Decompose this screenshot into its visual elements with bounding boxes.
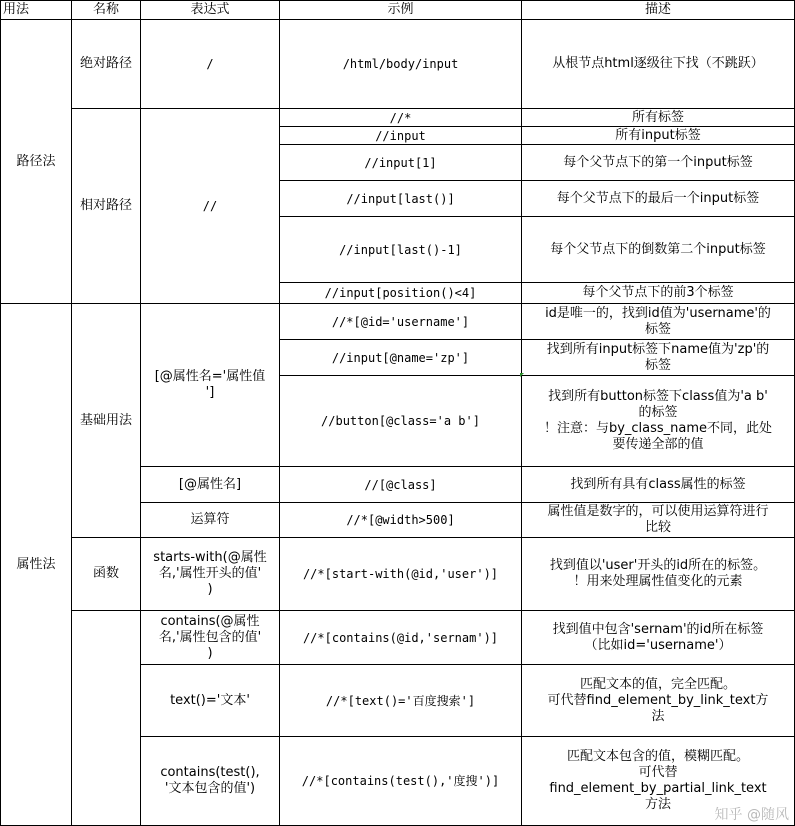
header-expression: 表达式 [140, 0, 280, 20]
watermark: 知乎 @随风 [714, 807, 789, 823]
desc-all-input: 所有input标签 [521, 126, 795, 145]
usage-attribute-method: 属性法 [0, 303, 72, 826]
example-contains-attr: //*[contains(@id,'sernam')] [279, 610, 522, 665]
usage-path-method: 路径法 [0, 19, 72, 304]
example-all-input: //input [279, 126, 522, 145]
desc-id-username: id是唯一的，找到id值为'username'的 标签 [521, 303, 795, 340]
example-class-ab: //button[@class='a b'] [279, 375, 522, 467]
expr-starts-with: starts-with(@属性 名,'属性开头的值' ) [140, 537, 280, 611]
example-first-three: //input[position()<4] [279, 282, 522, 304]
desc-first-three: 每个父节点下的前3个标签 [521, 282, 795, 304]
desc-contains-attr: 找到值中包含'sernam'的id所在标签 （比如id='username'） [521, 610, 795, 665]
expr-absolute: / [140, 19, 280, 109]
name-absolute-path: 绝对路径 [71, 19, 141, 109]
example-starts-with: //*[start-with(@id,'user')] [279, 537, 522, 611]
example-all-tags: //* [279, 108, 522, 127]
expr-contains-attr: contains(@属性 名,'属性包含的值' ) [140, 610, 280, 665]
desc-width-operator: 属性值是数字的，可以使用运算符进行 比较 [521, 502, 795, 538]
example-width-operator: //*[@width>500] [279, 502, 522, 538]
example-text-exact: //*[text()='百度搜索'] [279, 664, 522, 737]
desc-class-ab: 找到所有button标签下class值为'a b' 的标签 ！注意：与by_class_name不同，此处 要传递全部的值 [521, 375, 795, 467]
example-second-last-input: //input[last()-1] [279, 216, 522, 283]
name-function-blank [71, 610, 141, 826]
desc-second-last-input: 每个父节点下的倒数第二个input标签 [521, 216, 795, 283]
desc-starts-with: 找到值以'user'开头的id所在的标签。 ！用来处理属性值变化的元素 [521, 537, 795, 611]
header-example: 示例 [279, 0, 522, 20]
name-function: 函数 [71, 537, 141, 611]
expr-operator: 运算符 [140, 502, 280, 538]
desc-all-tags: 所有标签 [521, 108, 795, 127]
desc-name-zp: 找到所有input标签下name值为'zp'的 标签 [521, 339, 795, 376]
expr-has-attribute: [@属性名] [140, 466, 280, 503]
example-has-class: //[@class] [279, 466, 522, 503]
example-last-input: //input[last()] [279, 180, 522, 217]
desc-has-class: 找到所有具有class属性的标签 [521, 466, 795, 503]
header-usage: 用法 [0, 0, 72, 20]
desc-absolute: 从根节点html逐级往下找（不跳跃） [521, 19, 795, 109]
desc-last-input: 每个父节点下的最后一个input标签 [521, 180, 795, 217]
header-description: 描述 [521, 0, 795, 20]
example-first-input: //input[1] [279, 144, 522, 181]
example-absolute: /html/body/input [279, 19, 522, 109]
desc-text-exact: 匹配文本的值，完全匹配。 可代替find_element_by_link_text方 法 [521, 664, 795, 737]
name-basic-usage: 基础用法 [71, 303, 141, 538]
expr-text-exact: text()='文本' [140, 664, 280, 737]
desc-text-contains: 匹配文本包含的值，模糊匹配。 可代替 find_element_by_partial_link_text 方法 [521, 736, 795, 826]
expr-relative: // [140, 108, 280, 304]
name-relative-path: 相对路径 [71, 108, 141, 304]
cell-comment-marker [520, 373, 524, 377]
header-name: 名称 [71, 0, 141, 20]
example-id-username: //*[@id='username'] [279, 303, 522, 340]
expr-attribute-value: [@属性名='属性值 '] [140, 303, 280, 467]
desc-first-input: 每个父节点下的第一个input标签 [521, 144, 795, 181]
example-text-contains: //*[contains(test(),'度搜')] [279, 736, 522, 826]
expr-text-contains: contains(test(), '文本包含的值') [140, 736, 280, 826]
example-name-zp: //input[@name='zp'] [279, 339, 522, 376]
